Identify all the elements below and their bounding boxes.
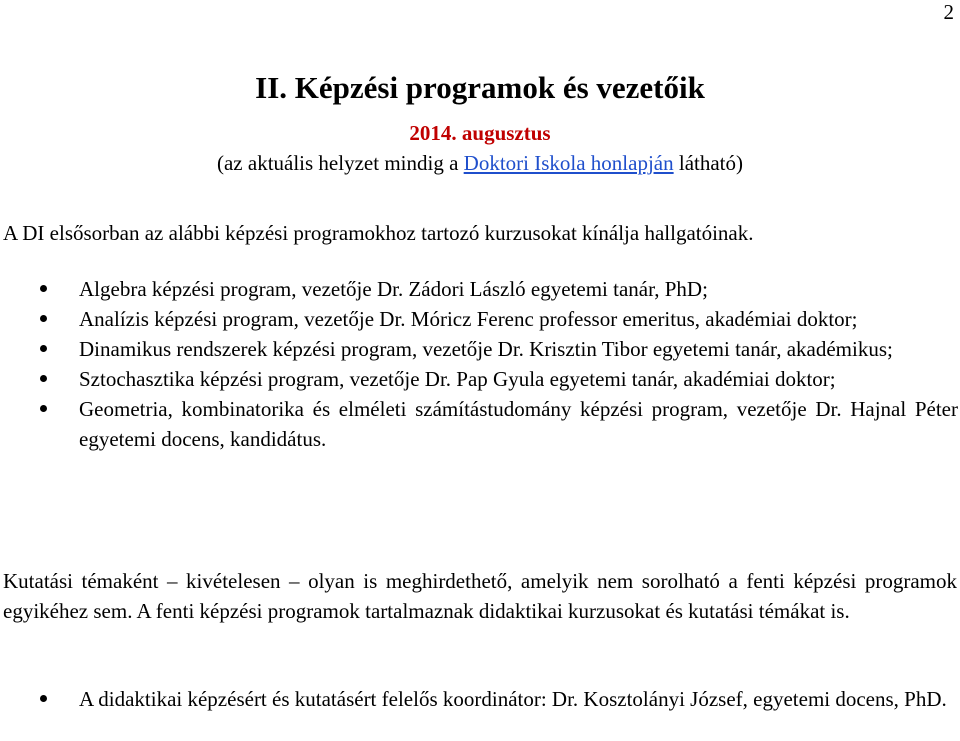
bullet-icon: [40, 375, 47, 382]
bullet-icon: [40, 695, 47, 702]
bullet-icon: [40, 405, 47, 412]
section-title: II. Képzési programok és vezetőik: [255, 70, 705, 105]
program-list: [0, 274, 958, 454]
bullet-icon: [40, 285, 47, 292]
page-number: 2: [943, 0, 954, 24]
program-item-stochastics: [0, 364, 958, 394]
program-text: Analízis képzési program, vezetője Dr. Móricz Ferenc professor emeritus, akadémiai doktor;: [79, 307, 858, 331]
coordinator-text: A didaktikai képzésért és kutatásért felelős koordinátor: Dr. Kosztolányi József, egyetemi docens, PhD.: [79, 687, 947, 711]
coordinator-list: [0, 684, 958, 714]
program-item-geometry: [0, 394, 958, 454]
program-item-algebra: [0, 274, 958, 304]
bullet-icon: [40, 345, 47, 352]
subtitle-after: látható): [673, 151, 744, 175]
program-text: Algebra képzési program, vezetője Dr. Zádori László egyetemi tanár, PhD;: [79, 277, 708, 301]
coordinator-item: [0, 684, 958, 714]
bullet-icon: [40, 315, 47, 322]
program-item-dynamical-systems: [0, 334, 958, 364]
program-text: Sztochasztika képzési program, vezetője Dr. Pap Gyula egyetemi tanár, akadémiai doktor;: [79, 367, 836, 391]
program-text: Geometria, kombinatorika és elméleti számítástudomány képzési program, vezetője Dr. Hajnal Péter egyetemi docens, kandidátus.: [79, 397, 958, 451]
program-item-analysis: [0, 304, 958, 334]
doctoral-school-link[interactable]: Doktori Iskola honlapján: [463, 151, 674, 175]
intro-paragraph: A DI elsősorban az alábbi képzési programokhoz tartozó kurzusokat kínálja hallgatóinak.: [3, 221, 754, 245]
subtitle-before: (az aktuális helyzet mindig a: [216, 151, 464, 175]
program-text: Dinamikus rendszerek képzési program, vezetője Dr. Krisztin Tibor egyetemi tanár, akadémikus;: [79, 337, 893, 361]
research-paragraph: Kutatási témaként – kivételesen – olyan is meghirdethető, amelyik nem sorolható a fenti képzési programok egyikéhez sem. A fenti képzési programok tartalmaznak didaktikai kurzusokat és kutatási témákat is.: [3, 569, 957, 623]
subtitle-note: [0, 150, 960, 176]
date-line: 2014. augusztus: [409, 121, 551, 145]
